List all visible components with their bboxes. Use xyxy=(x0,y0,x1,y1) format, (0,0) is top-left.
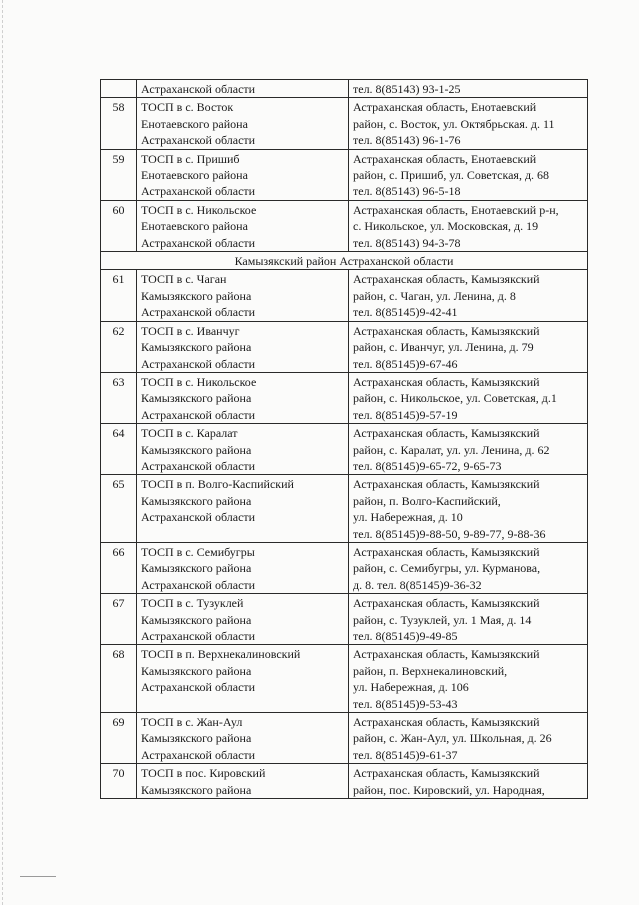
office-name-cell xyxy=(137,80,349,98)
row-number xyxy=(101,80,137,98)
table-row xyxy=(101,270,588,321)
address-line: Астраханская область, Енотаевский xyxy=(353,100,537,115)
address-line: тел. 8(85143) 94-3-78 xyxy=(353,235,461,250)
address-cell xyxy=(349,80,588,98)
office-name-line: Камызякского района xyxy=(141,731,252,746)
table-row xyxy=(101,372,588,423)
address-cell xyxy=(349,542,588,593)
address-line: тел. 8(85143) 93-1-25 xyxy=(353,82,461,96)
address-line: тел. 8(85145)9-49-85 xyxy=(353,629,458,643)
row-number: 65 xyxy=(101,475,137,543)
office-name-line: ТОСП в с. Тузуклей xyxy=(141,596,244,611)
address-cell xyxy=(349,149,588,200)
office-name-line: Астраханской области xyxy=(141,305,256,320)
address-line: тел. 8(85145)9-67-46 xyxy=(353,356,458,371)
table-row xyxy=(101,542,588,593)
row-number: 60 xyxy=(101,200,137,251)
section-title: Камызякский район Астраханской области xyxy=(101,252,588,270)
office-name-line: ТОСП в с. Семибугры xyxy=(141,544,255,559)
address-cell xyxy=(349,713,588,764)
office-name-line: Камызякского района xyxy=(141,288,252,303)
section-row xyxy=(101,252,588,270)
table-row xyxy=(101,475,588,543)
row-number: 61 xyxy=(101,270,137,321)
address-line: Астраханская область, Камызякский xyxy=(353,323,540,338)
address-line: ул. Набережная, д. 10 xyxy=(353,510,463,525)
address-line: район, п. Волго-Каспийский, xyxy=(353,493,501,508)
office-name-cell xyxy=(137,200,349,251)
address-line: район, с. Пришиб, ул. Советская, д. 68 xyxy=(353,168,550,183)
address-line: район, пос. Кировский, ул. Народная, xyxy=(353,782,545,797)
address-line: район, п. Верхнекалиновский, xyxy=(353,663,508,678)
office-name-line: Енотаевского района xyxy=(141,219,248,234)
office-name-line: Астраханской области xyxy=(141,133,256,148)
row-number: 59 xyxy=(101,149,137,200)
office-name-line: ТОСП в с. Никольское xyxy=(141,202,257,217)
address-line: ул. Набережная, д. 106 xyxy=(353,680,469,695)
address-line: Астраханская область, Камызякский xyxy=(353,272,540,287)
office-name-line: ТОСП в п. Верхнекалиновский xyxy=(141,647,301,662)
address-cell xyxy=(349,372,588,423)
office-name-line: Камызякского района xyxy=(141,493,252,508)
row-number: 62 xyxy=(101,321,137,372)
office-name-line: Камызякского района xyxy=(141,782,252,797)
address-cell xyxy=(349,98,588,149)
registry-table xyxy=(100,79,588,799)
office-name-line: Астраханской области xyxy=(141,235,256,250)
address-cell xyxy=(349,764,588,799)
address-line: Астраханская область, Камызякский xyxy=(353,647,540,662)
address-cell xyxy=(349,475,588,543)
office-name-line: Астраханской области xyxy=(141,458,256,473)
table-row xyxy=(101,645,588,713)
office-name-line: Енотаевского района xyxy=(141,168,248,183)
address-line: тел. 8(85145)9-57-19 xyxy=(353,407,458,422)
address-line: район, с. Семибугры, ул. Курманова, xyxy=(353,561,541,576)
office-name-line: Камызякского района xyxy=(141,391,252,406)
office-name-line: Камызякского района xyxy=(141,612,252,627)
table-row xyxy=(101,80,588,98)
table-row xyxy=(101,149,588,200)
row-number: 68 xyxy=(101,645,137,713)
office-name-line: Астраханской области xyxy=(141,629,256,643)
office-name-line: Камызякского района xyxy=(141,561,252,576)
office-name-line: ТОСП в с. Каралат xyxy=(141,426,238,441)
row-number: 67 xyxy=(101,594,137,645)
address-line: Астраханская область, Енотаевский xyxy=(353,151,537,166)
address-line: Астраханская область, Камызякский xyxy=(353,374,540,389)
office-name-cell xyxy=(137,424,349,475)
office-name-cell xyxy=(137,713,349,764)
address-line: Астраханская область, Енотаевский р-н, xyxy=(353,202,559,217)
row-number: 64 xyxy=(101,424,137,475)
table-row xyxy=(101,321,588,372)
address-line: тел. 8(85145)9-42-41 xyxy=(353,305,458,320)
office-name-line: ТОСП в с. Никольское xyxy=(141,374,257,389)
scan-artifact-line xyxy=(20,876,56,877)
office-name-line: ТОСП в с. Жан-Аул xyxy=(141,715,243,730)
office-name-line: ТОСП в пос. Кировский xyxy=(141,766,266,781)
office-name-line: ТОСП в п. Волго-Каспийский xyxy=(141,477,294,492)
office-name-line: Енотаевского района xyxy=(141,116,248,131)
office-name-line: Астраханской области xyxy=(141,577,256,592)
office-name-cell xyxy=(137,542,349,593)
table-row xyxy=(101,98,588,149)
address-line: Астраханская область, Камызякский xyxy=(353,766,540,781)
address-line: Астраханская область, Камызякский xyxy=(353,596,540,611)
address-line: тел. 8(85143) 96-1-76 xyxy=(353,133,461,148)
page-edge xyxy=(2,0,4,905)
address-line: тел. 8(85145)9-88-50, 9-89-77, 9-88-36 xyxy=(353,526,546,541)
row-number: 66 xyxy=(101,542,137,593)
address-line: район, с. Тузуклей, ул. 1 Мая, д. 14 xyxy=(353,612,532,627)
office-name-line: Камызякского района xyxy=(141,663,252,678)
office-name-line: Камызякского района xyxy=(141,442,252,457)
office-name-cell xyxy=(137,594,349,645)
office-name-cell xyxy=(137,764,349,799)
address-line: с. Никольское, ул. Московская, д. 19 xyxy=(353,219,539,234)
table-row xyxy=(101,424,588,475)
row-number: 69 xyxy=(101,713,137,764)
address-line: район, с. Никольское, ул. Советская, д.1 xyxy=(353,391,557,406)
office-name-line: Астраханской области xyxy=(141,510,256,525)
office-name-cell xyxy=(137,270,349,321)
address-line: тел. 8(85143) 96-5-18 xyxy=(353,184,461,199)
office-name-cell xyxy=(137,475,349,543)
table-row xyxy=(101,764,588,799)
office-name-line: Астраханской области xyxy=(141,356,256,371)
table-row xyxy=(101,594,588,645)
office-name-cell xyxy=(137,149,349,200)
address-line: тел. 8(85145)9-65-72, 9-65-73 xyxy=(353,458,502,473)
address-cell xyxy=(349,594,588,645)
office-name-line: Астраханской области xyxy=(141,184,256,199)
registry-body xyxy=(101,80,588,799)
office-name-line: Астраханской области xyxy=(141,747,256,762)
office-name-cell xyxy=(137,645,349,713)
table-row xyxy=(101,200,588,251)
address-line: д. 8. тел. 8(85145)9-36-32 xyxy=(353,577,482,592)
address-cell xyxy=(349,424,588,475)
office-name-cell xyxy=(137,98,349,149)
address-cell xyxy=(349,270,588,321)
address-line: район, с. Восток, ул. Октябрьская. д. 11 xyxy=(353,116,555,131)
address-line: Астраханская область, Камызякский xyxy=(353,426,540,441)
office-name-cell xyxy=(137,372,349,423)
office-name-line: ТОСП в с. Пришиб xyxy=(141,151,240,166)
office-name-line: Астраханской области xyxy=(141,680,256,695)
address-line: Астраханская область, Камызякский xyxy=(353,715,540,730)
row-number: 70 xyxy=(101,764,137,799)
row-number: 58 xyxy=(101,98,137,149)
address-line: тел. 8(85145)9-53-43 xyxy=(353,696,458,711)
office-name-line: Камызякского района xyxy=(141,340,252,355)
office-name-line: Астраханской области xyxy=(141,82,256,96)
office-name-line: Астраханской области xyxy=(141,407,256,422)
row-number: 63 xyxy=(101,372,137,423)
office-name-line: ТОСП в с. Иванчуг xyxy=(141,323,240,338)
address-line: тел. 8(85145)9-61-37 xyxy=(353,747,458,762)
office-name-cell xyxy=(137,321,349,372)
office-name-line: ТОСП в с. Чаган xyxy=(141,272,227,287)
address-line: район, с. Каралат, ул. ул. Ленина, д. 62 xyxy=(353,442,550,457)
address-line: Астраханская область, Камызякский xyxy=(353,544,540,559)
address-line: район, с. Иванчуг, ул. Ленина, д. 79 xyxy=(353,340,534,355)
address-cell xyxy=(349,321,588,372)
address-cell xyxy=(349,645,588,713)
address-line: район, с. Жан-Аул, ул. Школьная, д. 26 xyxy=(353,731,552,746)
office-name-line: ТОСП в с. Восток xyxy=(141,100,234,115)
address-line: район, с. Чаган, ул. Ленина, д. 8 xyxy=(353,288,516,303)
address-line: Астраханская область, Камызякский xyxy=(353,477,540,492)
address-cell xyxy=(349,200,588,251)
table-row xyxy=(101,713,588,764)
